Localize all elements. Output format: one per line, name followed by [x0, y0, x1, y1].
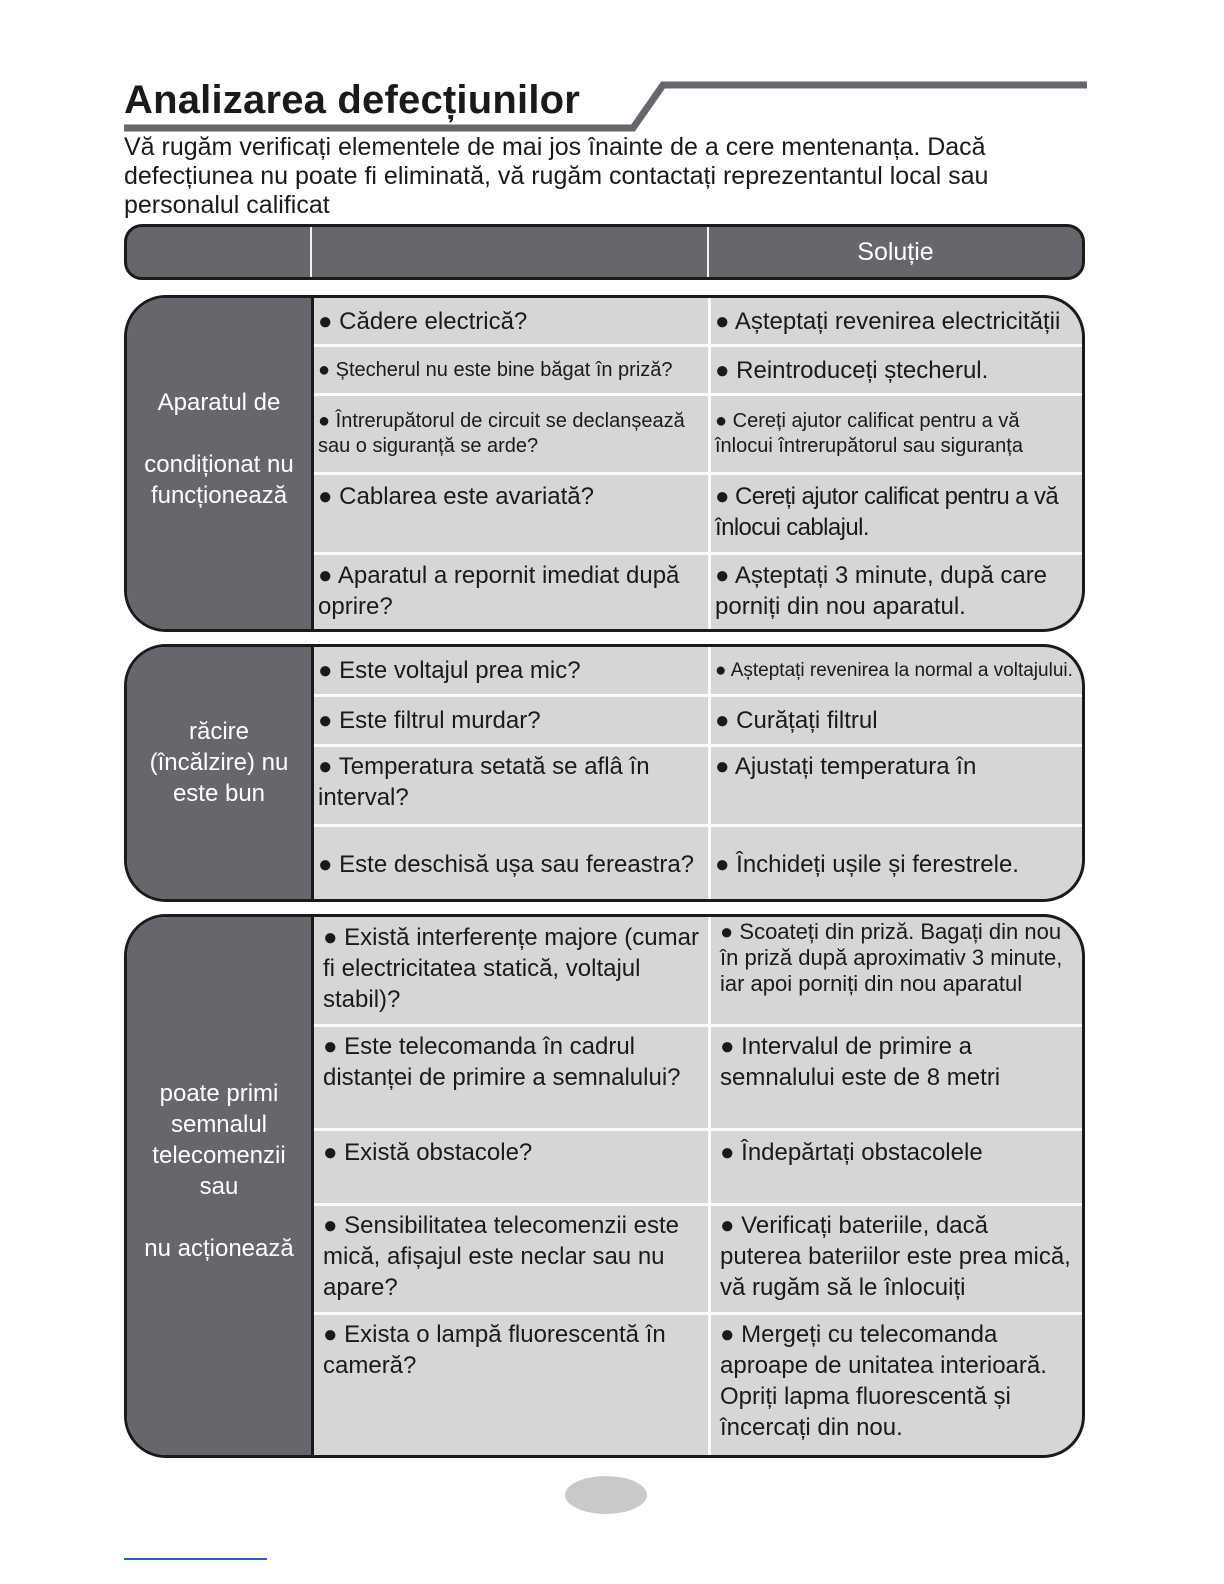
- table-row: [314, 1203, 1082, 1312]
- solution-cell: ● Reintroduceți ștecherul.: [715, 356, 989, 384]
- header-divider: [310, 227, 312, 277]
- table-row: [314, 1024, 1082, 1128]
- footer-line: [124, 1558, 267, 1560]
- table-row: [314, 472, 1082, 552]
- table-header: [124, 224, 1085, 280]
- group-label: Aparatul de condiționat nu funcționează: [127, 298, 314, 629]
- page-title: Analizarea defecțiunilor: [124, 78, 581, 122]
- solution-cell: ● Mergeți cu telecomanda aproape de unitatea interioară. Opriți lapma fluorescentă și încercați din nou.: [720, 1321, 1047, 1441]
- problem-cell: ● Este telecomanda în cadrul distanței de primire a semnalului?: [323, 1033, 681, 1091]
- intro-paragraph: Vă rugăm verificați elementele de mai jos înainte de a cere mentenanța. Dacă defecțiunea nu poate fi eliminată, vă rugăm contactați reprezentantul local sau personalul calificat: [124, 133, 989, 219]
- problem-cell: ● Este voltajul prea mic?: [318, 657, 581, 684]
- problem-cell: ● Este deschisă ușa sau fereastra?: [318, 851, 695, 878]
- table-row: [314, 694, 1082, 744]
- solution-cell: ● Cereți ajutor calificat pentru a vă înlocui cablajul.: [715, 483, 1059, 541]
- problem-cell: ● Exista o lampă fluorescentă în cameră?: [323, 1321, 666, 1379]
- solution-cell: ● Curățați filtrul: [715, 707, 878, 734]
- solution-cell: ● Așteptați revenirea electricității: [715, 307, 1061, 335]
- table-row: [314, 552, 1082, 632]
- group-label: răcire (încălzire) nu este bun: [127, 647, 314, 899]
- table-row: [314, 1312, 1082, 1458]
- table-row: [314, 647, 1082, 694]
- solution-cell: ● Așteptați revenirea la normal a voltajului.: [715, 659, 1073, 681]
- solution-cell: ● Cereți ajutor calificat pentru a vă înlocui întrerupătorul sau siguranța: [715, 410, 1023, 457]
- problem-cell: ● Aparatul a repornit imediat după oprire?: [318, 562, 680, 620]
- group-remote-signal: [124, 914, 1085, 1458]
- table-row: [314, 393, 1082, 472]
- solution-cell: ● Intervalul de primire a semnalului este de 8 metri: [720, 1033, 1001, 1091]
- table-row: [314, 824, 1082, 902]
- problem-cell: ● Este filtrul murdar?: [318, 707, 541, 734]
- problem-cell: ● Cablarea este avariată?: [318, 483, 594, 510]
- table-row: [314, 744, 1082, 824]
- problem-cell: ● Există obstacole?: [323, 1139, 533, 1166]
- page-number-oval: [565, 1476, 647, 1514]
- problem-cell: ● Cădere electrică?: [318, 307, 528, 335]
- solution-cell: ● Verificați bateriile, dacă puterea bateriilor este prea mică, vă rugăm să le înlocuiți: [720, 1212, 1071, 1301]
- solution-cell: ● Îndepărtați obstacolele: [720, 1139, 983, 1166]
- group-label: poate primi semnalul telecomenzii sau nu acționează: [127, 917, 314, 1455]
- problem-cell: ● Întrerupătorul de circuit se declanșează sau o siguranță se arde?: [318, 410, 685, 457]
- table-row: [314, 298, 1082, 344]
- solution-cell: ● Închideți ușile și ferestrele.: [715, 851, 1019, 878]
- header-solution-label: Soluție: [857, 237, 934, 266]
- problem-cell: ● Temperatura setată se aflâ în interval?: [318, 753, 650, 811]
- problem-cell: ● Există interferențe majore (cumar fi electricitatea statică, voltajul stabil)?: [323, 924, 699, 1013]
- group-not-working: [124, 295, 1085, 632]
- solution-cell: ● Ajustați temperatura în: [715, 753, 977, 780]
- title-underline-decoration: [0, 0, 1224, 140]
- group-cooling-heating: [124, 644, 1085, 902]
- solution-cell: ● Scoateți din priză. Bagați din nou în priză după aproximativ 3 minute, iar apoi porniți din nou aparatul: [720, 919, 1063, 996]
- table-row: [314, 344, 1082, 393]
- problem-cell: ● Ștecherul nu este bine băgat în priză?: [318, 358, 673, 381]
- table-row: [314, 917, 1082, 1024]
- solution-cell: ● Așteptați 3 minute, după care porniți din nou aparatul.: [715, 562, 1048, 620]
- table-row: [314, 1128, 1082, 1203]
- problem-cell: ● Sensibilitatea telecomenzii este mică, afișajul este neclar sau nu apare?: [323, 1212, 680, 1301]
